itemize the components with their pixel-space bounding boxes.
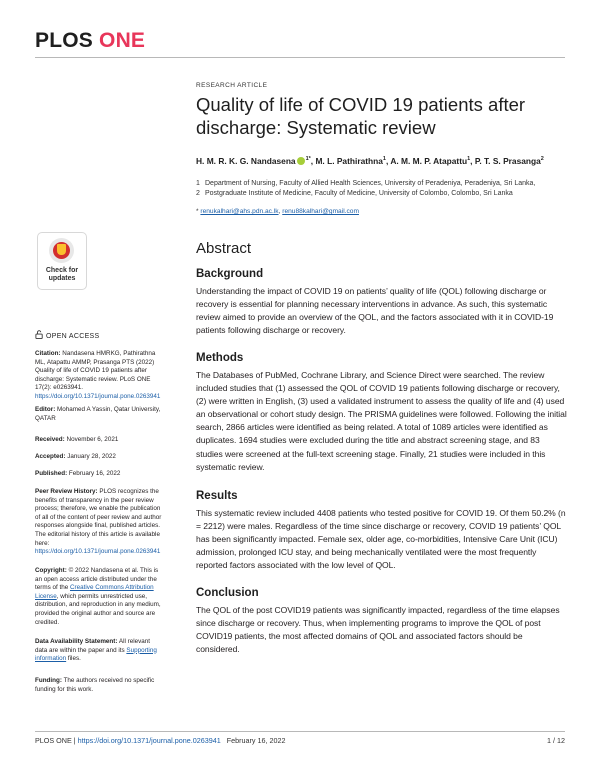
footer-doi-link[interactable]: https://doi.org/10.1371/journal.pone.0263941 [77, 736, 221, 745]
accepted-date: Accepted: January 28, 2022 [35, 453, 116, 460]
open-lock-icon [35, 330, 44, 339]
check-updates-icon [49, 238, 74, 263]
methods-text: The Databases of PubMed, Cochrane Library, and Science Direct were searched. The review included studies that (1) assessed the QOL of COVID 19 patients following discharge or recovery, (2) were written in English, (3) used a validated instrument to assess the quality of life and (4) used an observational or cohort study design. The PRISMA guidelines were followed. Following the initial search, 2866 articles were identified as being related. A total of 1089 articles were identified as duplicates. 1694 studies were excluded during the title and abstract screening stage, and 83 studies were screened at the full-text screening stage. Finally, 21 studies were included in this systematic review. [196, 370, 567, 472]
check-for-updates-badge[interactable]: Check for updates [37, 232, 87, 290]
email-link-1[interactable]: renukalhari@ahs.pdn.ac.lk [200, 208, 279, 215]
author-4-sup: 2 [540, 156, 544, 163]
background-heading: Background [196, 268, 264, 280]
author-2-sup: 1 [382, 156, 386, 163]
journal-logo [35, 29, 145, 53]
methods-heading: Methods [196, 352, 244, 364]
abstract-heading: Abstract [196, 240, 252, 257]
page-number: 1 / 12 [547, 736, 565, 745]
email-link-2[interactable]: renu88kalhari@gmail.com [282, 208, 359, 215]
author-list [196, 156, 568, 166]
peer-review-history: Peer Review History: PLOS recognizes the benefits of transparency in the peer review process; therefore, we enable the publication of all of the content of peer review and author responses alongside final, published articles. The editorial history of this article is available here: https://doi.org/10.1371/journal.pone.0263941 [35, 488, 162, 556]
logo-plos: PLOS [35, 29, 93, 52]
article-type: RESEARCH ARTICLE [196, 82, 268, 89]
affiliations [196, 179, 568, 199]
citation-doi-link[interactable]: https://doi.org/10.1371/journal.pone.0263941 [35, 392, 161, 400]
funding: Funding: The authors received no specific funding for this work. [35, 677, 155, 693]
page-footer: PLOS ONE | https://doi.org/10.1371/journal.pone.0263941 February 16, 2022 1 / 12 [35, 736, 565, 745]
footer-date: February 16, 2022 [226, 736, 286, 745]
received-date: Received: November 6, 2021 [35, 436, 119, 443]
results-text: This systematic review included 4408 patients who tested positive for COVID 19. Of them 50.2% (n = 2212) were males. Regardless of the time since discharge or recovery, COVID 19 patients’ QOL has been significantly impacted. Female sex, older age, co-morbidities, Intensive Care Unit (ICU) admission, prolonged ICU stay, and being mechanically ventilated were the most frequently reported factors associated with the low level of QOL. [196, 508, 566, 571]
author-1-sup: 1* [305, 156, 311, 163]
author-4[interactable]: , P. T. S. Prasanga [470, 156, 541, 166]
header-divider [35, 57, 565, 58]
author-2[interactable]: , M. L. Pathirathna [310, 156, 383, 166]
conclusion-heading: Conclusion [196, 587, 259, 599]
footer-journal: PLOS ONE [35, 736, 72, 745]
published-date: Published: February 16, 2022 [35, 470, 121, 477]
license-link[interactable]: Creative Commons Attribution License [35, 584, 154, 600]
citation: Citation: Nandasena HMRKG, Pathirathna ML, Atapattu AMMP, Prasanga PTS (2022) Quality of life of COVID 19 patients after discharge: Systematic review. PLoS ONE 17(2): e0263941. https://doi.org/10.1371/journal.pone.0263941 [35, 350, 161, 400]
open-access-label: OPEN ACCESS [35, 330, 99, 340]
author-1[interactable]: H. M. R. K. G. Nandasena [196, 156, 296, 166]
affiliation-1: 1 Department of Nursing, Faculty of Allied Health Sciences, University of Peradeniya, Peradeniya, Sri Lanka, [196, 180, 536, 187]
data-availability: Data Availability Statement: All relevant data are within the paper and its Supporting information files. [35, 638, 157, 663]
orcid-icon[interactable] [297, 157, 305, 165]
affiliation-2: 2 Postgraduate Institute of Medicine, Faculty of Medicine, University of Colombo, Colombo, Sri Lanka [196, 190, 513, 197]
results-heading: Results [196, 490, 238, 502]
conclusion-text: The QOL of the post COVID19 patients was significantly impacted, regardless of the time elapses since discharge or recovery. Thus, when implementing programs to improve the QOL of post COVID19 patients, the most affected domains of QOL and associated factors should be considered. [196, 605, 560, 655]
copyright: Copyright: © 2022 Nandasena et al. This is an open access article distributed under the terms of the Creative Commons Attribution License, which permits unrestricted use, distribution, and reproduction in any medium, provided the original author and source are credited. [35, 567, 161, 626]
supporting-info-link[interactable]: Supporting information [35, 646, 157, 663]
background-text: Understanding the impact of COVID 19 on patients’ quality of life (QOL) following discharge or recovery is essential for planning necessary interventions in advance. As such, this systematic review aimed to provide an overview of the QOL, and the factors associated with it in COVID-19 patients following discharge or recovery. [196, 286, 554, 336]
footer-divider [35, 731, 565, 732]
author-3-sup: 1 [467, 156, 471, 163]
corresponding-email: * renukalhari@ahs.pdn.ac.lk, renu88kalhari@gmail.com [196, 208, 359, 215]
logo-one: ONE [99, 29, 146, 52]
peer-review-link[interactable]: https://doi.org/10.1371/journal.pone.0263941 [35, 548, 161, 556]
editor: Editor: Mohamed A Yassin, Qatar University, QATAR [35, 406, 161, 422]
author-3[interactable]: , A. M. M. P. Atapattu [385, 156, 468, 166]
article-title: Quality of life of COVID 19 patients after discharge: Systematic review [196, 94, 526, 138]
